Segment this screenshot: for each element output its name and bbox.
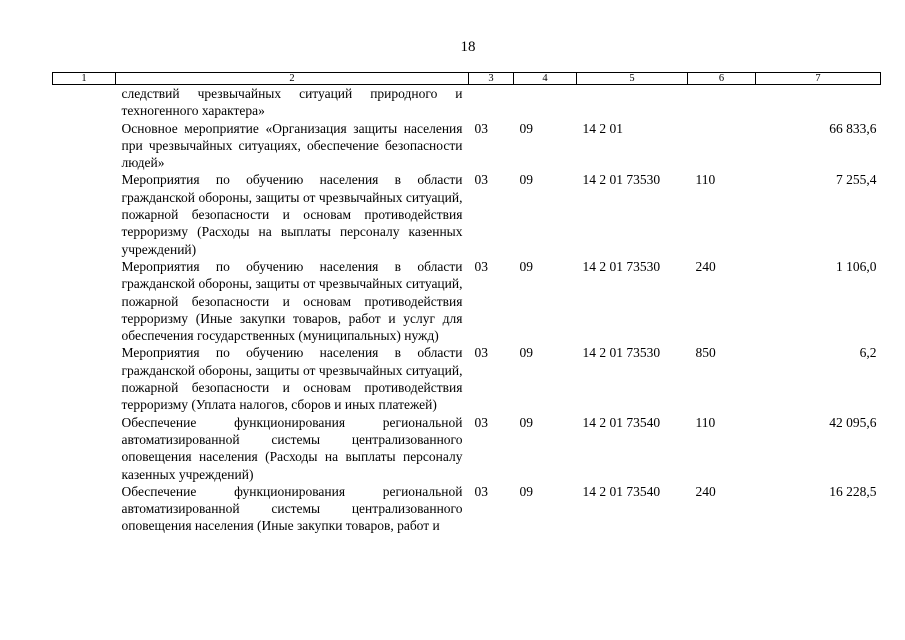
row-number-cell [53,120,116,172]
table-row [53,483,881,535]
section-code: 03 [474,172,488,188]
expense-type-code [688,120,756,172]
row-number-cell [53,483,116,535]
expense-name: Мероприятия по обучению населения в области гражданской обороны, защиты от чрезвычайных ситуаций, пожарной безопасности и основам противодействия терроризму (Уплата налогов, сборов и иных платежей) [121,345,463,413]
row-number-cell [53,85,116,120]
table-row [53,414,881,483]
subsection-code: 09 [519,258,533,274]
column-header-7: 7 [756,73,881,85]
target-article-code: 14 2 01 73530 [582,345,661,361]
column-header-6: 6 [688,73,756,85]
expense-type-code: 240 [695,258,716,274]
column-header-2: 2 [116,73,469,85]
amount [756,85,881,120]
target-article-code: 14 2 01 73530 [582,172,661,188]
section-code [469,85,514,120]
row-number-cell [53,171,116,257]
page-number: 18 [460,39,476,55]
column-header-4: 4 [514,73,577,85]
amount: 6,2 [859,345,877,361]
column-header-1: 1 [53,73,116,85]
amount: 66 833,6 [829,120,877,136]
column-header-3: 3 [469,73,514,85]
section-code: 03 [474,120,488,136]
amount: 7 255,4 [836,172,877,188]
expense-name: Обеспечение функционирования региональной автоматизированной системы централизованного оповещения населения (Расходы на выплаты персоналу казенных учреждений) [121,414,463,482]
table-row [53,171,881,257]
expense-type-code: 110 [695,414,716,430]
expense-type-code: 850 [695,345,716,361]
subsection-code: 09 [519,120,533,136]
section-code: 03 [474,345,488,361]
row-number-cell [53,344,116,413]
header-row [53,73,881,85]
section-code: 03 [474,414,488,430]
target-article-code: 14 2 01 [582,120,623,136]
expense-name: Мероприятия по обучению населения в области гражданской обороны, защиты от чрезвычайных ситуаций, пожарной безопасности и основам противодействия терроризму (Расходы на выплаты персоналу казенных учреждений) [121,172,463,257]
expense-name: Мероприятия по обучению населения в области гражданской обороны, защиты от чрезвычайных ситуаций, пожарной безопасности и основам противодействия терроризму (Иные закупки товаров, работ и услуг для обеспечения государственных (муниципальных) нужд) [121,258,463,344]
subsection-code [514,85,577,120]
table-header [53,73,881,85]
expense-type-code [688,85,756,120]
table-row [53,85,881,120]
subsection-code: 09 [519,414,533,430]
target-article-code: 14 2 01 73530 [582,258,661,274]
amount: 16 228,5 [829,483,877,499]
budget-table [52,72,881,535]
target-article-code: 14 2 01 73540 [582,414,661,430]
expense-type-code: 240 [695,483,716,499]
row-number-cell [53,258,116,344]
expense-name: следствий чрезвычайных ситуаций природного и техногенного характера» [121,86,463,119]
amount: 1 106,0 [836,258,877,274]
expense-name: Обеспечение функционирования региональной автоматизированной системы централизованного оповещения населения (Иные закупки товаров, работ и [121,483,463,534]
expense-type-code: 110 [695,172,716,188]
section-code: 03 [474,258,488,274]
table-row [53,344,881,413]
table-body [53,85,881,535]
target-article-code: 14 2 01 73540 [582,483,661,499]
target-article-code [577,85,688,120]
subsection-code: 09 [519,483,533,499]
table-row [53,258,881,344]
column-header-5: 5 [577,73,688,85]
section-code: 03 [474,483,488,499]
subsection-code: 09 [519,172,533,188]
expense-name: Основное мероприятие «Организация защиты населения при чрезвычайных ситуациях, обеспечение безопасности людей» [121,120,463,171]
subsection-code: 09 [519,345,533,361]
row-number-cell [53,414,116,483]
amount: 42 095,6 [829,414,877,430]
table-row [53,120,881,172]
